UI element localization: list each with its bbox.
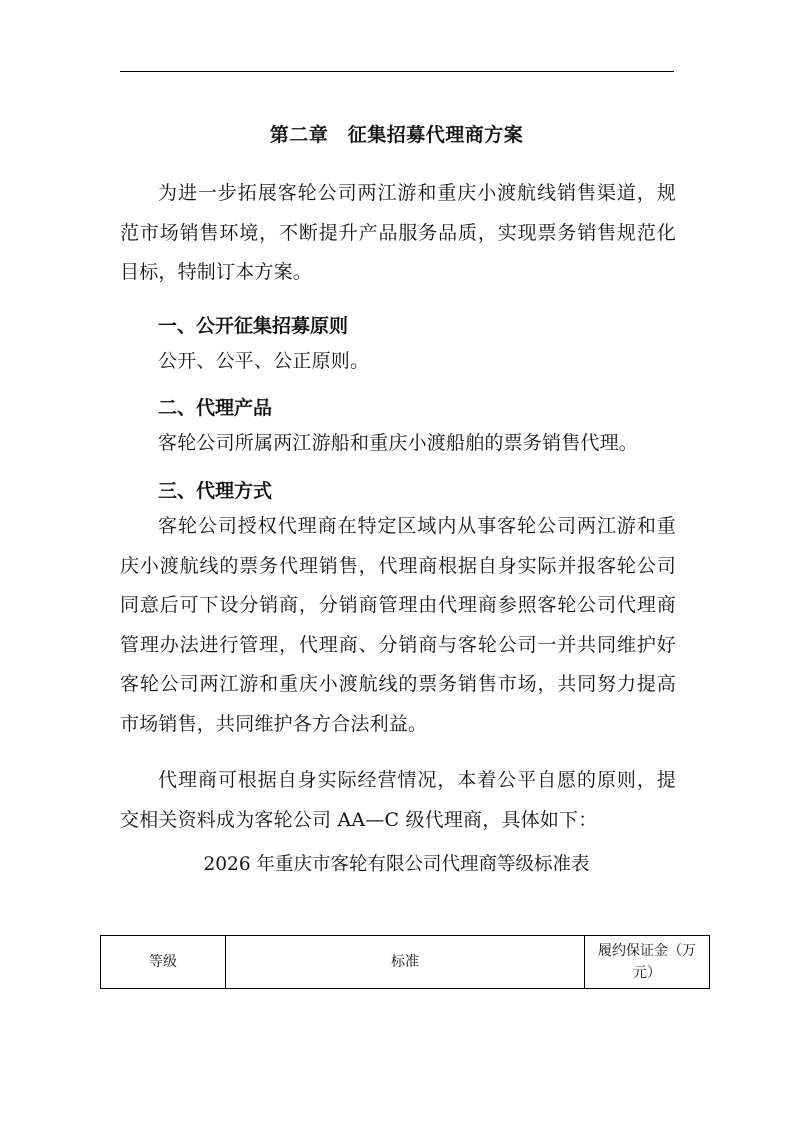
header-grade: 等级 [101, 936, 226, 989]
table-caption: 2026 年重庆市客轮有限公司代理商等级标准表 [203, 854, 590, 875]
section-body-products: 客轮公司所属两江游船和重庆小渡船舶的票务销售代理。 [158, 432, 639, 454]
section-heading-products: 二、代理产品 [158, 397, 273, 419]
closing-paragraph: 代理商可根据自身实际经营情况，本着公平自愿的原则，提交相关资料成为客轮公司 AA—C 级代理商，具体如下： [120, 769, 676, 831]
section-body-method: 客轮公司授权代理商在特定区域内从事客轮公司两江游和重庆小渡航线的票务代理销售，代理商根据自身实际并报客轮公司同意后可下设分销商，分销商管理由代理商参照客轮公司代理商管理办法进行管理，代理商、分销商与客轮公司一并共同维护好客轮公司两江游和重庆小渡航线的票务销售市场，共同努力提高市场销售，共同维护各方合法利益。 [120, 515, 676, 735]
section-heading-method: 三、代理方式 [158, 480, 273, 502]
header-rule [120, 71, 674, 72]
table-header-row [101, 936, 710, 989]
intro-paragraph: 为进一步拓展客轮公司两江游和重庆小渡航线销售渠道，规范市场销售环境，不断提升产品服务品质，实现票务销售规范化目标，特制订本方案。 [120, 182, 676, 283]
header-deposit: 履约保证金（万元） [585, 936, 710, 989]
grade-standard-table [100, 935, 710, 989]
chapter-title: 第二章 征集招募代理商方案 [269, 124, 524, 146]
header-standard: 标准 [226, 936, 585, 989]
section-body-principles: 公开、公平、公正原则。 [158, 350, 370, 372]
section-heading-principles: 一、公开征集招募原则 [158, 315, 349, 337]
